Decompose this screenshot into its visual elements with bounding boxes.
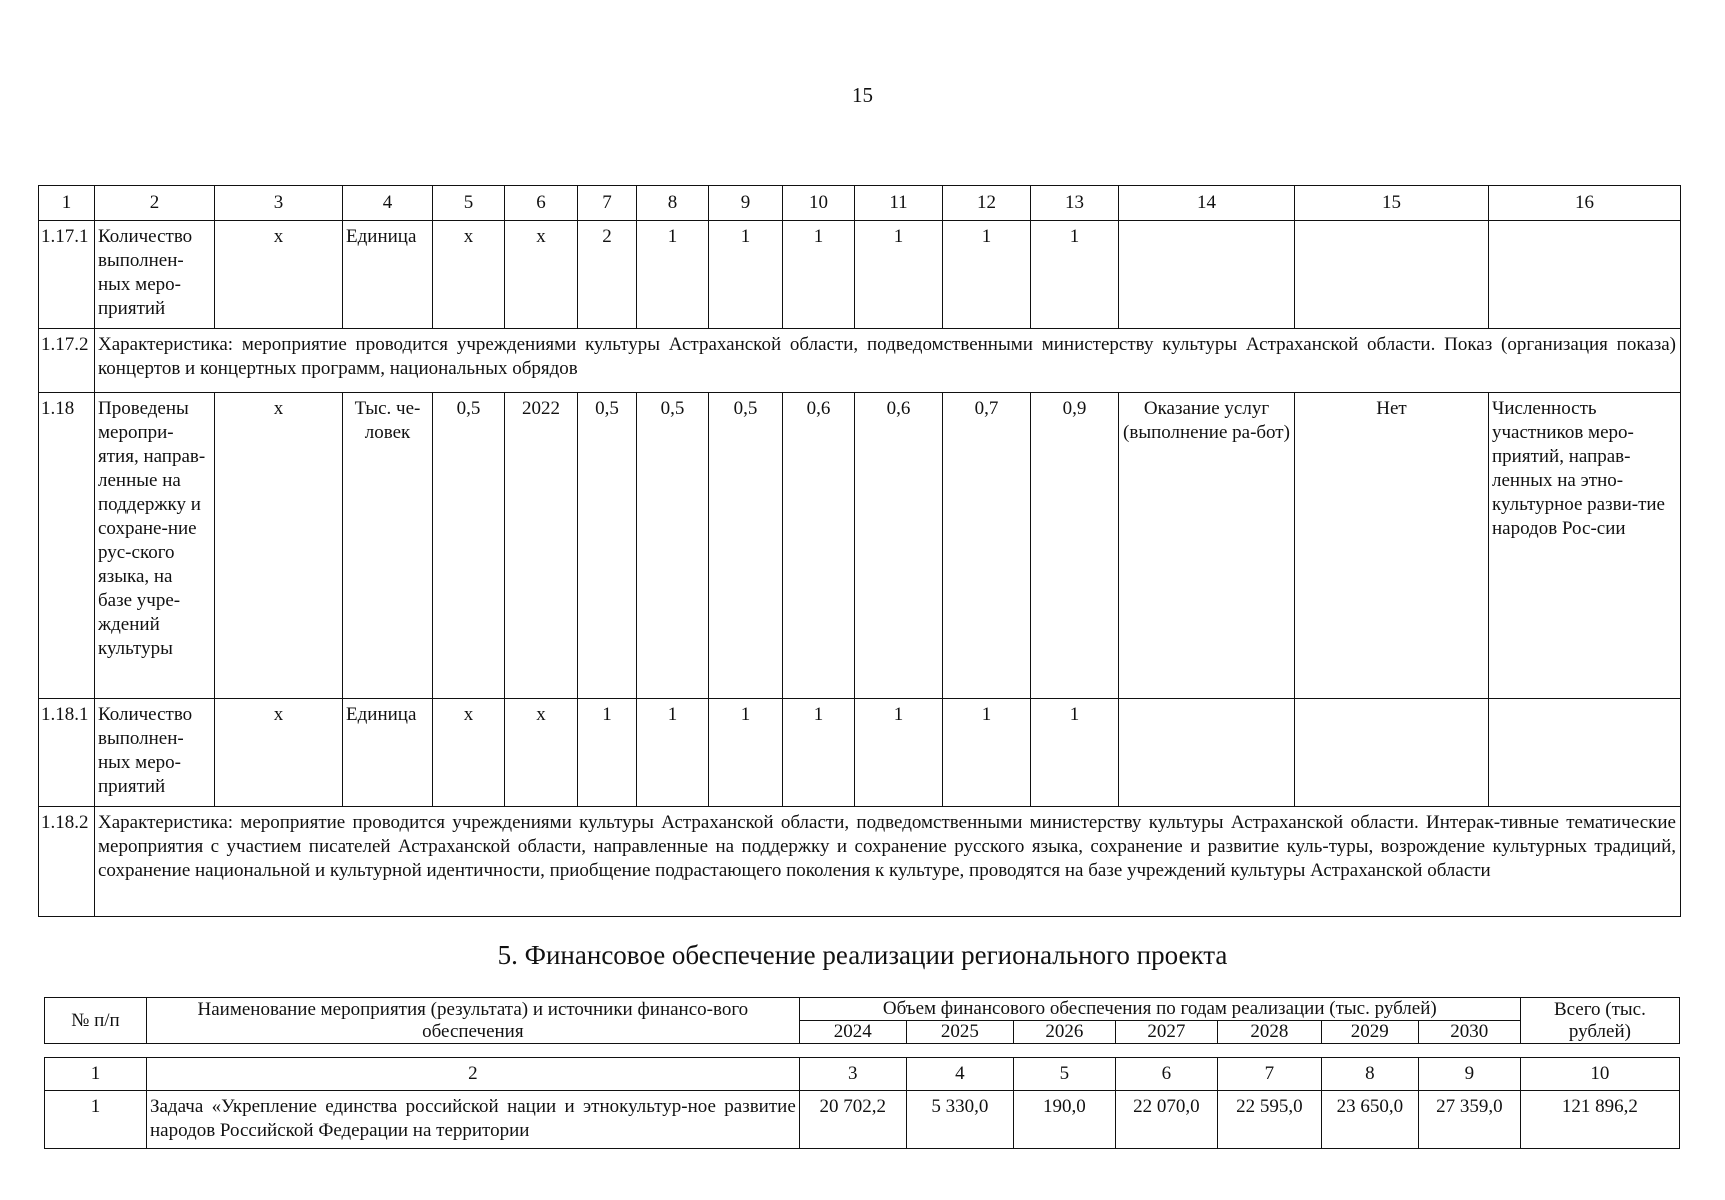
value-cell: 1 <box>709 699 783 807</box>
value-cell: 1 <box>578 699 637 807</box>
unit-cell: Единица <box>343 221 433 329</box>
section-title: 5. Финансовое обеспечение реализации регионального проекта <box>497 940 1228 970</box>
row-name: Количество выполнен-ных меро-приятий <box>95 699 215 807</box>
column-number: 11 <box>855 186 943 221</box>
base-value-cell: 0,5 <box>433 393 505 699</box>
total-value: 121 896,2 <box>1520 1091 1679 1149</box>
value-cell: 1 <box>1031 699 1119 807</box>
column-number: 8 <box>1321 1058 1418 1091</box>
table-row <box>39 221 1681 329</box>
year-header: 2030 <box>1418 1021 1520 1044</box>
value-cell: 0,5 <box>637 393 709 699</box>
indicator-cell: Численность участников меро-приятий, направ-ленных на этно-культурное разви-тие народов Рос-сии <box>1489 393 1681 699</box>
row-name: Проведены меропри-ятия, направ-ленные на поддержку и сохране-ние рус-ского языка, на базе учре-ждений культуры <box>95 393 215 699</box>
year-header: 2024 <box>799 1021 906 1044</box>
header-name: Наименование мероприятия (результата) и источники финансо-вого обеспечения <box>146 998 799 1044</box>
value-cell: 1 <box>943 699 1031 807</box>
row-number: 1.17.1 <box>39 221 95 329</box>
column-number: 7 <box>1217 1058 1321 1091</box>
value-cell: 0,6 <box>783 393 855 699</box>
column-number: 9 <box>709 186 783 221</box>
header-volume: Объем финансового обеспечения по годам реализации (тыс. рублей) <box>799 998 1520 1021</box>
column-number: 4 <box>343 186 433 221</box>
table-row <box>39 393 1681 699</box>
year-header: 2026 <box>1013 1021 1115 1044</box>
column-number: 2 <box>146 1058 799 1091</box>
value-cell: 0,5 <box>709 393 783 699</box>
finance-table <box>44 1057 1680 1149</box>
table-row <box>39 699 1681 807</box>
row-number: 1 <box>45 1091 147 1149</box>
value-cell: 1 <box>709 221 783 329</box>
row-number: 1.18 <box>39 393 95 699</box>
year-value: 5 330,0 <box>906 1091 1013 1149</box>
column-number: 15 <box>1295 186 1489 221</box>
column-number: 3 <box>799 1058 906 1091</box>
value-cell: 1 <box>783 699 855 807</box>
row-number: 1.18.1 <box>39 699 95 807</box>
value-cell: 0,6 <box>855 393 943 699</box>
column-number: 10 <box>1520 1058 1679 1091</box>
column-number: 14 <box>1119 186 1295 221</box>
cell <box>1119 221 1295 329</box>
table-row <box>45 1091 1680 1149</box>
indicators-table <box>38 185 1681 917</box>
column-number: 6 <box>505 186 578 221</box>
value-cell: 0,5 <box>578 393 637 699</box>
column-number: 3 <box>215 186 343 221</box>
row-number: 1.17.2 <box>39 329 95 393</box>
column-number-row <box>39 186 1681 221</box>
year-header: 2027 <box>1115 1021 1217 1044</box>
value-cell: 1 <box>943 221 1031 329</box>
page-number: 15 <box>852 83 873 107</box>
cell <box>1489 699 1681 807</box>
column-number: 12 <box>943 186 1031 221</box>
column-number: 7 <box>578 186 637 221</box>
table-row <box>39 329 1681 393</box>
table-row <box>39 807 1681 917</box>
year-header: 2025 <box>906 1021 1013 1044</box>
cell <box>1295 221 1489 329</box>
value-cell: 1 <box>783 221 855 329</box>
year-header: 2028 <box>1217 1021 1321 1044</box>
value-cell: 2 <box>578 221 637 329</box>
cell <box>1119 699 1295 807</box>
column-number: 2 <box>95 186 215 221</box>
value-cell: 1 <box>855 699 943 807</box>
column-number-row <box>45 1058 1680 1091</box>
unit-cell: Тыс. че-ловек <box>343 393 433 699</box>
header-total: Всего (тыс. рублей) <box>1520 998 1679 1044</box>
year-value: 23 650,0 <box>1321 1091 1418 1149</box>
base-year-cell: 2022 <box>505 393 578 699</box>
column-number: 5 <box>1013 1058 1115 1091</box>
characteristic-text: Характеристика: мероприятие проводится учреждениями культуры Астраханской области, подведомственными министерству культуры Астраханской области. Интерак-тивные тематические мероприятия с участием писателей Астраханской области, направленные на поддержку и сохранение русского языка, сохранение и развитие куль-туры, возрождение культурных традиций, сохранение национальной и культурной идентичности, приобщение подрастающего поколения к культуре, проводятся на базе учреждений культуры Астраханской области <box>95 807 1681 917</box>
year-value: 27 359,0 <box>1418 1091 1520 1149</box>
row-name: Количество выполнен-ных меро-приятий <box>95 221 215 329</box>
column-number: 1 <box>39 186 95 221</box>
value-cell: 0,9 <box>1031 393 1119 699</box>
value-cell: 1 <box>855 221 943 329</box>
cell: Нет <box>1295 393 1489 699</box>
value-cell: 1 <box>637 221 709 329</box>
column-number: 8 <box>637 186 709 221</box>
cell <box>1295 699 1489 807</box>
column-number: 9 <box>1418 1058 1520 1091</box>
cell <box>1489 221 1681 329</box>
cell: х <box>505 221 578 329</box>
cell: х <box>433 221 505 329</box>
value-cell: 1 <box>1031 221 1119 329</box>
column-number: 6 <box>1115 1058 1217 1091</box>
column-number: 10 <box>783 186 855 221</box>
column-number: 16 <box>1489 186 1681 221</box>
cell: х <box>433 699 505 807</box>
cell: х <box>505 699 578 807</box>
finance-table-header <box>44 997 1680 1044</box>
year-value: 22 070,0 <box>1115 1091 1217 1149</box>
year-value: 190,0 <box>1013 1091 1115 1149</box>
year-header: 2029 <box>1321 1021 1418 1044</box>
cell: х <box>215 221 343 329</box>
value-cell: 1 <box>637 699 709 807</box>
unit-cell: Единица <box>343 699 433 807</box>
header-num: № п/п <box>45 998 147 1044</box>
value-cell: 0,7 <box>943 393 1031 699</box>
result-type-cell: Оказание услуг (выполнение ра-бот) <box>1119 393 1295 699</box>
column-number: 4 <box>906 1058 1013 1091</box>
row-name: Задача «Укрепление единства российской нации и этнокультур-ное развитие народов Российской Федерации на территории <box>146 1091 799 1149</box>
column-number: 13 <box>1031 186 1119 221</box>
cell: х <box>215 393 343 699</box>
year-value: 22 595,0 <box>1217 1091 1321 1149</box>
column-number: 5 <box>433 186 505 221</box>
year-value: 20 702,2 <box>799 1091 906 1149</box>
column-number: 1 <box>45 1058 147 1091</box>
characteristic-text: Характеристика: мероприятие проводится учреждениями культуры Астраханской области, подведомственными министерству культуры Астраханской области. Показ (организация показа) концертов и концертных программ, национальных обрядов <box>95 329 1681 393</box>
row-number: 1.18.2 <box>39 807 95 917</box>
cell: х <box>215 699 343 807</box>
